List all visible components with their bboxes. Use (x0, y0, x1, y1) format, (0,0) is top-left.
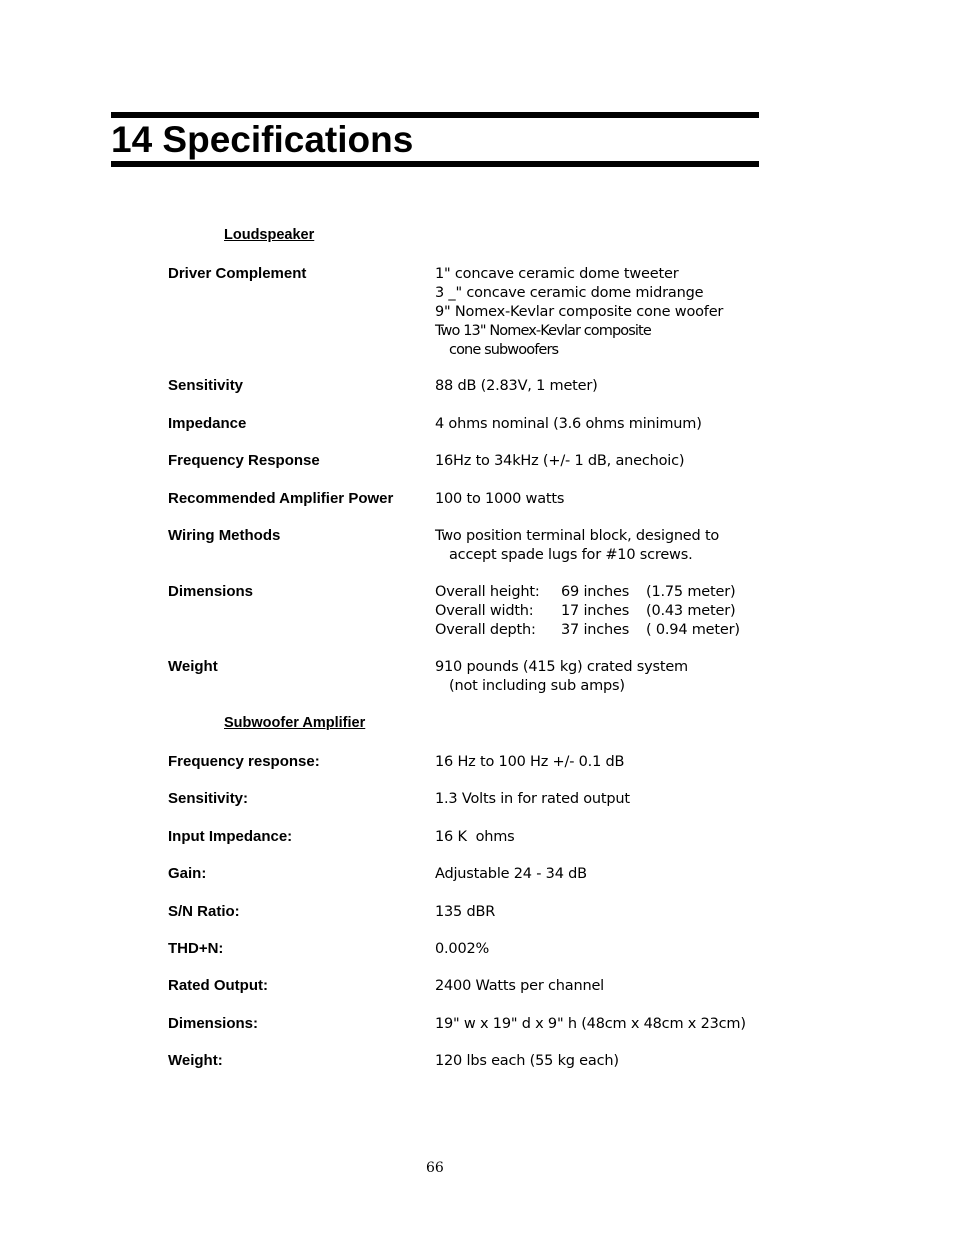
dimension-meters: (1.75 meter) (646, 584, 736, 600)
dimension-meters: (0.43 meter) (646, 603, 736, 619)
driver-complement-value (435, 265, 723, 360)
amp-spec-label: Gain: (168, 865, 207, 882)
amp-spec-value: 19" w x 19" d x 9" h (48cm x 48cm x 23cm) (435, 1016, 746, 1032)
amp-spec-value: 1.3 Volts in for rated output (435, 791, 630, 807)
dimension-row (435, 621, 740, 640)
driver-complement-label: Driver Complement (168, 265, 307, 282)
amp-spec-label: Sensitivity: (168, 790, 249, 807)
driver-line: Two 13" Nomex-Kevlar composite (435, 323, 651, 339)
dimension-meters: ( 0.94 meter) (646, 622, 740, 638)
dimension-inches: 37 inches (561, 622, 630, 638)
impedance-value: 4 ohms nominal (3.6 ohms minimum) (435, 416, 702, 432)
amp-spec-label: Rated Output: (168, 977, 268, 994)
wiring-methods-label: Wiring Methods (168, 527, 281, 544)
driver-line: 1" concave ceramic dome tweeter (435, 266, 679, 282)
amp-spec-label: Input Impedance: (168, 828, 293, 845)
chapter-top-rule (111, 112, 759, 118)
amplifier-power-value: 100 to 1000 watts (435, 491, 565, 507)
amp-spec-label: THD+N: (168, 940, 224, 957)
driver-line: 3 _" concave ceramic dome midrange (435, 285, 704, 301)
weight-value (435, 658, 688, 696)
amp-spec-value: 2400 Watts per channel (435, 978, 605, 994)
subwoofer-amplifier-heading: Subwoofer Amplifier (224, 715, 366, 731)
amp-spec-label: Frequency response: (168, 753, 320, 770)
dimensions-value (435, 583, 740, 640)
amp-spec-value: 135 dBR (435, 904, 496, 920)
amp-spec-label: Dimensions: (168, 1015, 259, 1032)
dimension-name: Overall height: (435, 584, 540, 600)
amp-spec-value: Adjustable 24 - 34 dB (435, 866, 587, 882)
dimension-inches: 17 inches (561, 603, 630, 619)
wiring-line: accept spade lugs for #10 screws. (449, 547, 693, 563)
sensitivity-label: Sensitivity (168, 377, 244, 394)
sensitivity-value: 88 dB (2.83V, 1 meter) (435, 378, 598, 394)
amplifier-power-label: Recommended Amplifier Power (168, 490, 394, 507)
frequency-response-value: 16Hz to 34kHz (+/- 1 dB, anechoic) (435, 453, 685, 469)
dimensions-label: Dimensions (168, 583, 254, 600)
impedance-label: Impedance (168, 415, 247, 432)
weight-line: 910 pounds (415 kg) crated system (435, 659, 688, 675)
amp-spec-label: Weight: (168, 1052, 223, 1069)
dimension-name: Overall width: (435, 603, 534, 619)
weight-label: Weight (168, 658, 218, 675)
amp-spec-value: 16 K ohms (435, 829, 515, 845)
driver-line: cone subwoofers (449, 342, 559, 358)
frequency-response-label: Frequency Response (168, 452, 320, 469)
weight-line: (not including sub amps) (449, 678, 625, 694)
chapter-title: 14 Specifications (111, 119, 414, 160)
dimension-row (435, 602, 740, 621)
page-number: 66 (426, 1160, 444, 1176)
chapter-bottom-rule (111, 161, 759, 167)
amp-spec-value: 120 lbs each (55 kg each) (435, 1053, 619, 1069)
wiring-methods-value (435, 527, 719, 565)
chapter-header (111, 112, 759, 167)
dimension-name: Overall depth: (435, 622, 536, 638)
driver-line: 9" Nomex-Kevlar composite cone woofer (435, 304, 724, 320)
amp-spec-label: S/N Ratio: (168, 903, 240, 920)
dimension-row (435, 583, 740, 602)
wiring-line: Two position terminal block, designed to (435, 528, 720, 544)
dimension-inches: 69 inches (561, 584, 630, 600)
amp-spec-value: 16 Hz to 100 Hz +/- 0.1 dB (435, 754, 625, 770)
amp-spec-value: 0.002% (435, 941, 490, 957)
loudspeaker-heading: Loudspeaker (224, 227, 315, 243)
